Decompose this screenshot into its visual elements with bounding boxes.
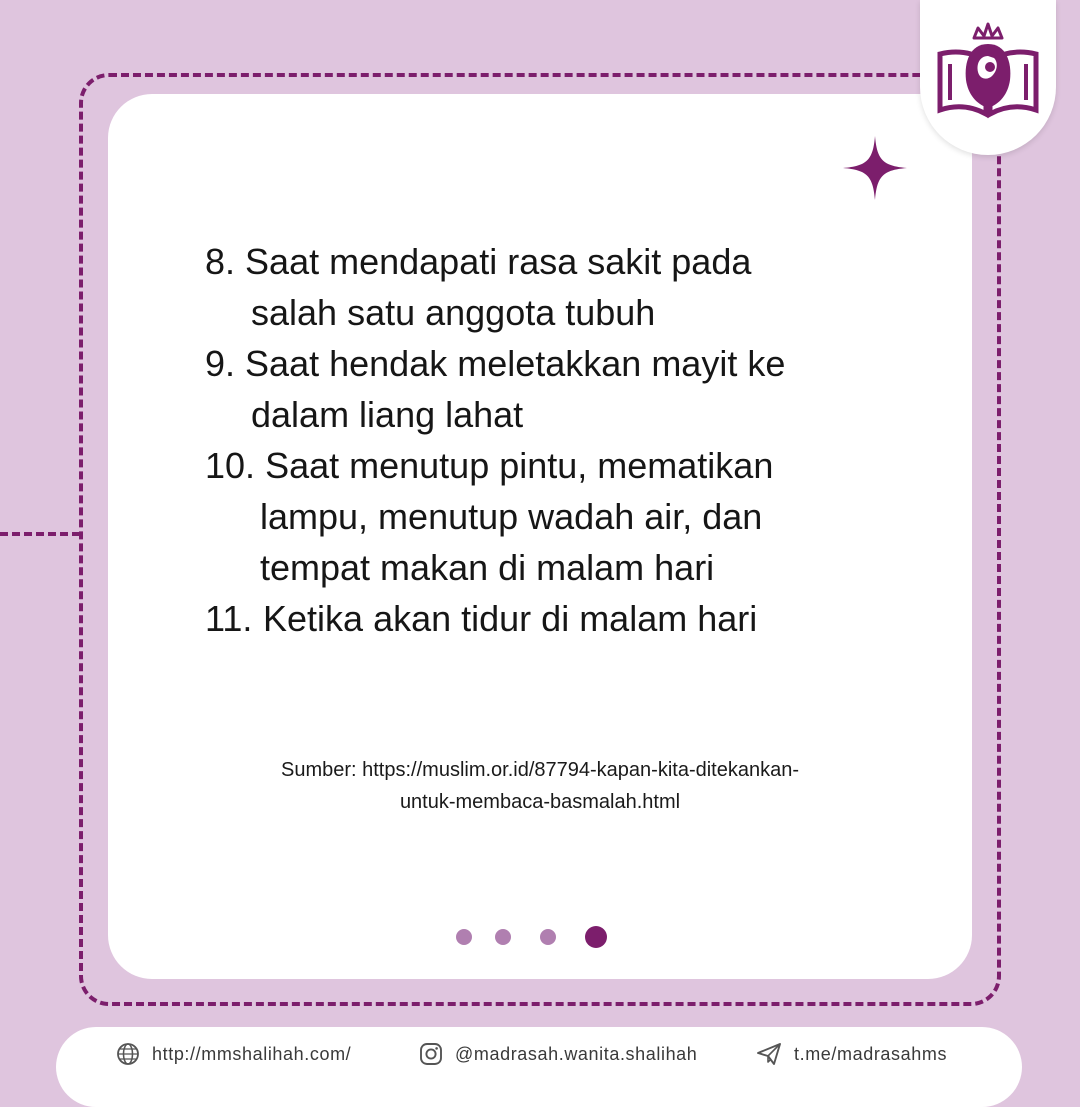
instagram-icon xyxy=(419,1042,443,1066)
source-citation xyxy=(190,754,890,818)
list-item-text: lampu, menutup wadah air, dan xyxy=(260,496,763,537)
telegram-link[interactable]: t.me/madrasahms xyxy=(794,1043,948,1064)
madrasah-logo-icon xyxy=(932,14,1044,124)
occasion-list xyxy=(205,236,905,644)
globe-icon xyxy=(116,1042,140,1066)
list-item-number: 8. xyxy=(205,241,236,282)
list-item-text: Saat mendapati rasa sakit pada xyxy=(245,241,752,282)
list-item xyxy=(205,440,905,593)
list-item xyxy=(205,236,905,338)
list-item-number: 11. xyxy=(205,598,253,639)
source-line: Sumber: https://muslim.or.id/87794-kapan-kita-ditekankan- xyxy=(280,759,800,781)
website-link[interactable]: http://mmshalihah.com/ xyxy=(152,1043,352,1064)
logo-tab xyxy=(920,0,1056,155)
footer-telegram[interactable] xyxy=(756,1040,947,1068)
list-item-text: Ketika akan tidur di malam hari xyxy=(263,598,758,639)
list-item xyxy=(205,593,905,644)
list-item-text: tempat makan di malam hari xyxy=(260,547,715,588)
list-item xyxy=(205,338,905,440)
list-item-text: Saat hendak meletakkan mayit ke xyxy=(245,343,786,384)
list-item-text: dalam liang lahat xyxy=(251,394,524,435)
decorative-dashed-line xyxy=(0,532,80,536)
list-item-number: 9. xyxy=(205,343,236,384)
list-item-number: 10. xyxy=(205,445,256,486)
pagination-dot[interactable] xyxy=(456,929,472,945)
pagination-dot-active[interactable] xyxy=(585,926,607,948)
sparkle-icon xyxy=(843,136,907,200)
footer-instagram[interactable] xyxy=(419,1040,697,1068)
source-line: untuk-membaca-basmalah.html xyxy=(399,791,681,813)
pagination-dot[interactable] xyxy=(540,929,556,945)
list-item-text: salah satu anggota tubuh xyxy=(251,292,656,333)
list-item-text: Saat menutup pintu, mematikan xyxy=(265,445,774,486)
footer-website[interactable] xyxy=(116,1040,351,1068)
send-icon xyxy=(756,1042,782,1066)
pagination-dot[interactable] xyxy=(495,929,511,945)
pagination-dots xyxy=(0,926,1080,948)
instagram-handle[interactable]: @madrasah.wanita.shalihah xyxy=(455,1043,698,1064)
